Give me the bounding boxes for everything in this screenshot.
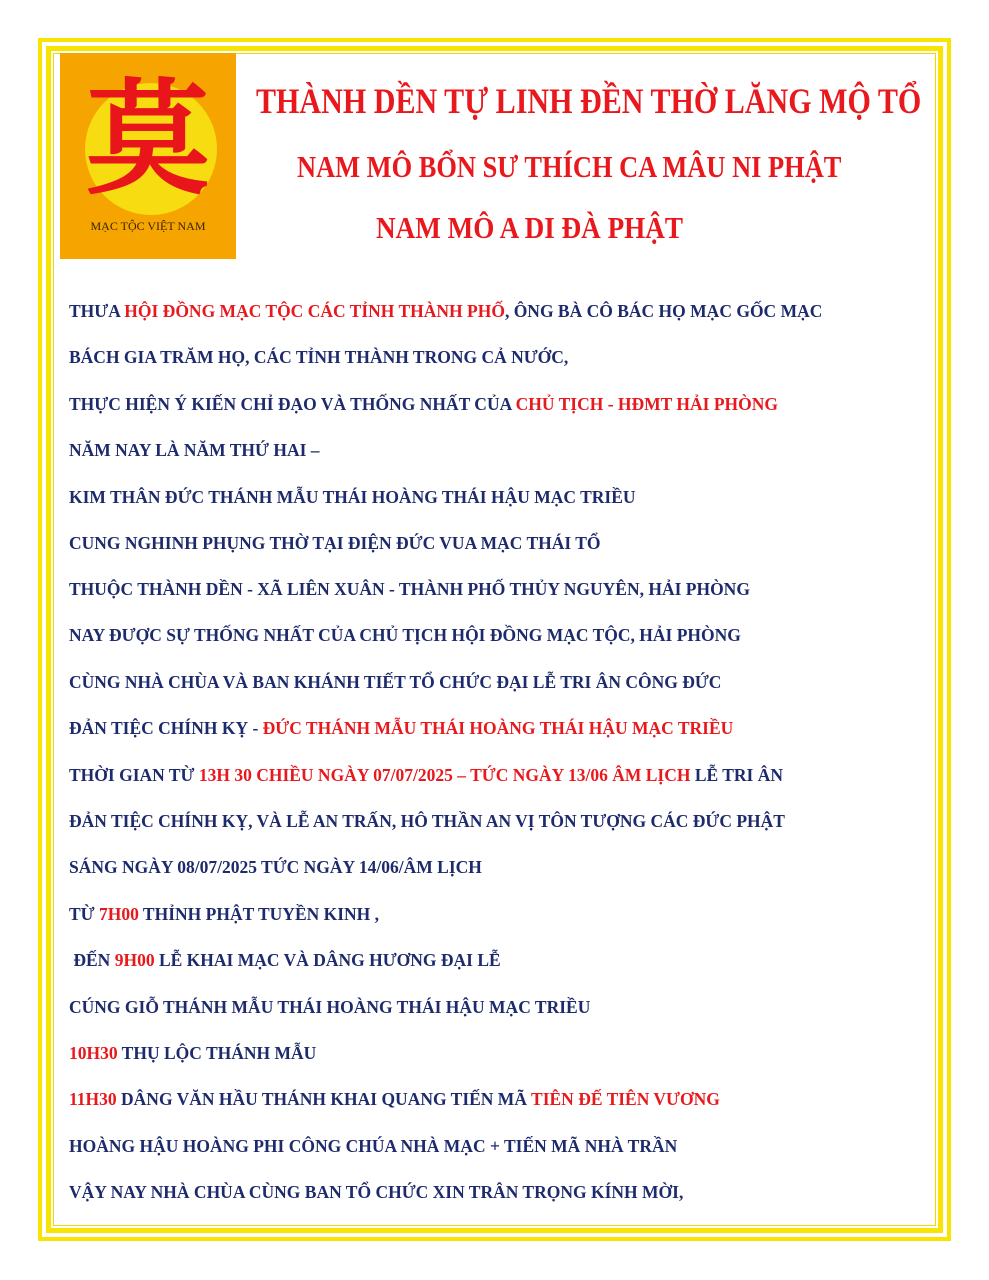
title-line-2: NAM MÔ BỔN SƯ THÍCH CA MÂU NI PHẬT — [297, 149, 842, 184]
body-line-2: BÁCH GIA TRĂM HỌ, CÁC TỈNH THÀNH TRONG CẢ NƯỚC, — [69, 347, 569, 367]
body-line-16: CÚNG GIỖ THÁNH MẪU THÁI HOÀNG THÁI HẬU MẠC TRIỀU — [69, 997, 591, 1017]
body-text-highlight: HỘI ĐỒNG MẠC TỘC CÁC TỈNH THÀNH PHỐ — [124, 301, 505, 321]
body-line-7: THUỘC THÀNH DỀN - XÃ LIÊN XUÂN - THÀNH PHỐ THỦY NGUYÊN, HẢI PHÒNG — [69, 579, 750, 599]
body-line-1 — [69, 300, 929, 322]
logo-mac-character: 莫 — [85, 68, 210, 212]
mac-clan-logo — [60, 53, 236, 259]
body-line-19: HOÀNG HẬU HOÀNG PHI CÔNG CHÚA NHÀ MẠC + TIẾN MÃ NHÀ TRẦN — [69, 1136, 678, 1156]
title-line-3: NAM MÔ A DI ĐÀ PHẬT — [376, 210, 684, 245]
body-line-6: CUNG NGHINH PHỤNG THỜ TẠI ĐIỆN ĐỨC VUA MẠC THÁI TỔ — [69, 533, 601, 553]
body-text-segment: THƯA — [69, 301, 125, 321]
body-text-highlight: 13H 30 CHIỀU NGÀY 07/07/2025 – TỨC NGÀY 13/06 ÂM LỊCH — [198, 765, 691, 785]
body-text-segment: LỄ TRI ÂN — [690, 765, 784, 785]
logo-caption: MẠC TỘC VIỆT NAM — [90, 219, 206, 233]
body-text-segment: LỄ KHAI MẠC VÀ DÂNG HƯƠNG ĐẠI LỄ — [154, 950, 501, 970]
body-text-segment: THỈNH PHẬT TUYỀN KINH , — [138, 904, 380, 924]
body-text-segment: THỰC HIỆN Ý KIẾN CHỈ ĐẠO VÀ THỐNG NHẤT CỦA — [69, 394, 516, 414]
body-line-17 — [69, 1042, 929, 1064]
body-text-highlight: 11H30 — [69, 1089, 117, 1109]
body-line-5: KIM THÂN ĐỨC THÁNH MẪU THÁI HOÀNG THÁI HẬU MẠC TRIỀU — [69, 487, 636, 507]
body-text-segment: THỤ LỘC THÁNH MẪU — [117, 1043, 317, 1063]
body-text-highlight: CHỦ TỊCH - HĐMT HẢI PHÒNG — [515, 394, 778, 414]
body-line-18 — [69, 1088, 929, 1110]
body-text-highlight: 9H00 — [114, 950, 155, 970]
body-text-segment: THỜI GIAN TỪ — [69, 765, 199, 785]
body-text-segment: ĐẢN TIỆC CHÍNH KỴ - — [69, 718, 263, 738]
body-line-9: CÙNG NHÀ CHÙA VÀ BAN KHÁNH TIẾT TỔ CHỨC ĐẠI LỄ TRI ÂN CÔNG ĐỨC — [69, 672, 722, 692]
body-line-4: NĂM NAY LÀ NĂM THỨ HAI – — [69, 440, 320, 460]
body-line-20: VẬY NAY NHÀ CHÙA CÙNG BAN TỔ CHỨC XIN TRÂN TRỌNG KÍNH MỜI, — [69, 1182, 684, 1202]
body-text-highlight: 10H30 — [69, 1043, 118, 1063]
body-line-13: SÁNG NGÀY 08/07/2025 TỨC NGÀY 14/06/ÂM LỊCH — [69, 857, 482, 877]
title-line-1: THÀNH DỀN TỰ LINH ĐỀN THỜ LĂNG MỘ TỔ — [256, 81, 922, 121]
body-text-segment: ĐẾN — [69, 950, 115, 970]
body-text-highlight: ĐỨC THÁNH MẪU THÁI HOÀNG THÁI HẬU MẠC TRIỀU — [262, 718, 734, 738]
body-text-segment: TỪ — [69, 904, 99, 924]
body-text-highlight: TIÊN ĐẾ TIÊN VƯƠNG — [531, 1089, 720, 1109]
body-text-segment: , ÔNG BÀ CÔ BÁC HỌ MẠC GỐC MẠC — [504, 301, 823, 321]
body-line-11 — [69, 764, 929, 786]
body-line-15 — [69, 949, 929, 971]
body-line-3 — [69, 393, 929, 415]
body-line-10 — [69, 717, 929, 739]
body-line-8: NAY ĐƯỢC SỰ THỐNG NHẤT CỦA CHỦ TỊCH HỘI ĐỒNG MẠC TỘC, HẢI PHÒNG — [69, 625, 741, 645]
body-text-segment: DÂNG VĂN HẦU THÁNH KHAI QUANG TIẾN MÃ — [116, 1089, 532, 1109]
body-line-12: ĐẢN TIỆC CHÍNH KỴ, VÀ LỄ AN TRẤN, HÔ THẦN AN VỊ TÔN TƯỢNG CÁC ĐỨC PHẬT — [69, 811, 785, 831]
body-text-highlight: 7H00 — [98, 904, 139, 924]
body-line-14 — [69, 903, 929, 925]
